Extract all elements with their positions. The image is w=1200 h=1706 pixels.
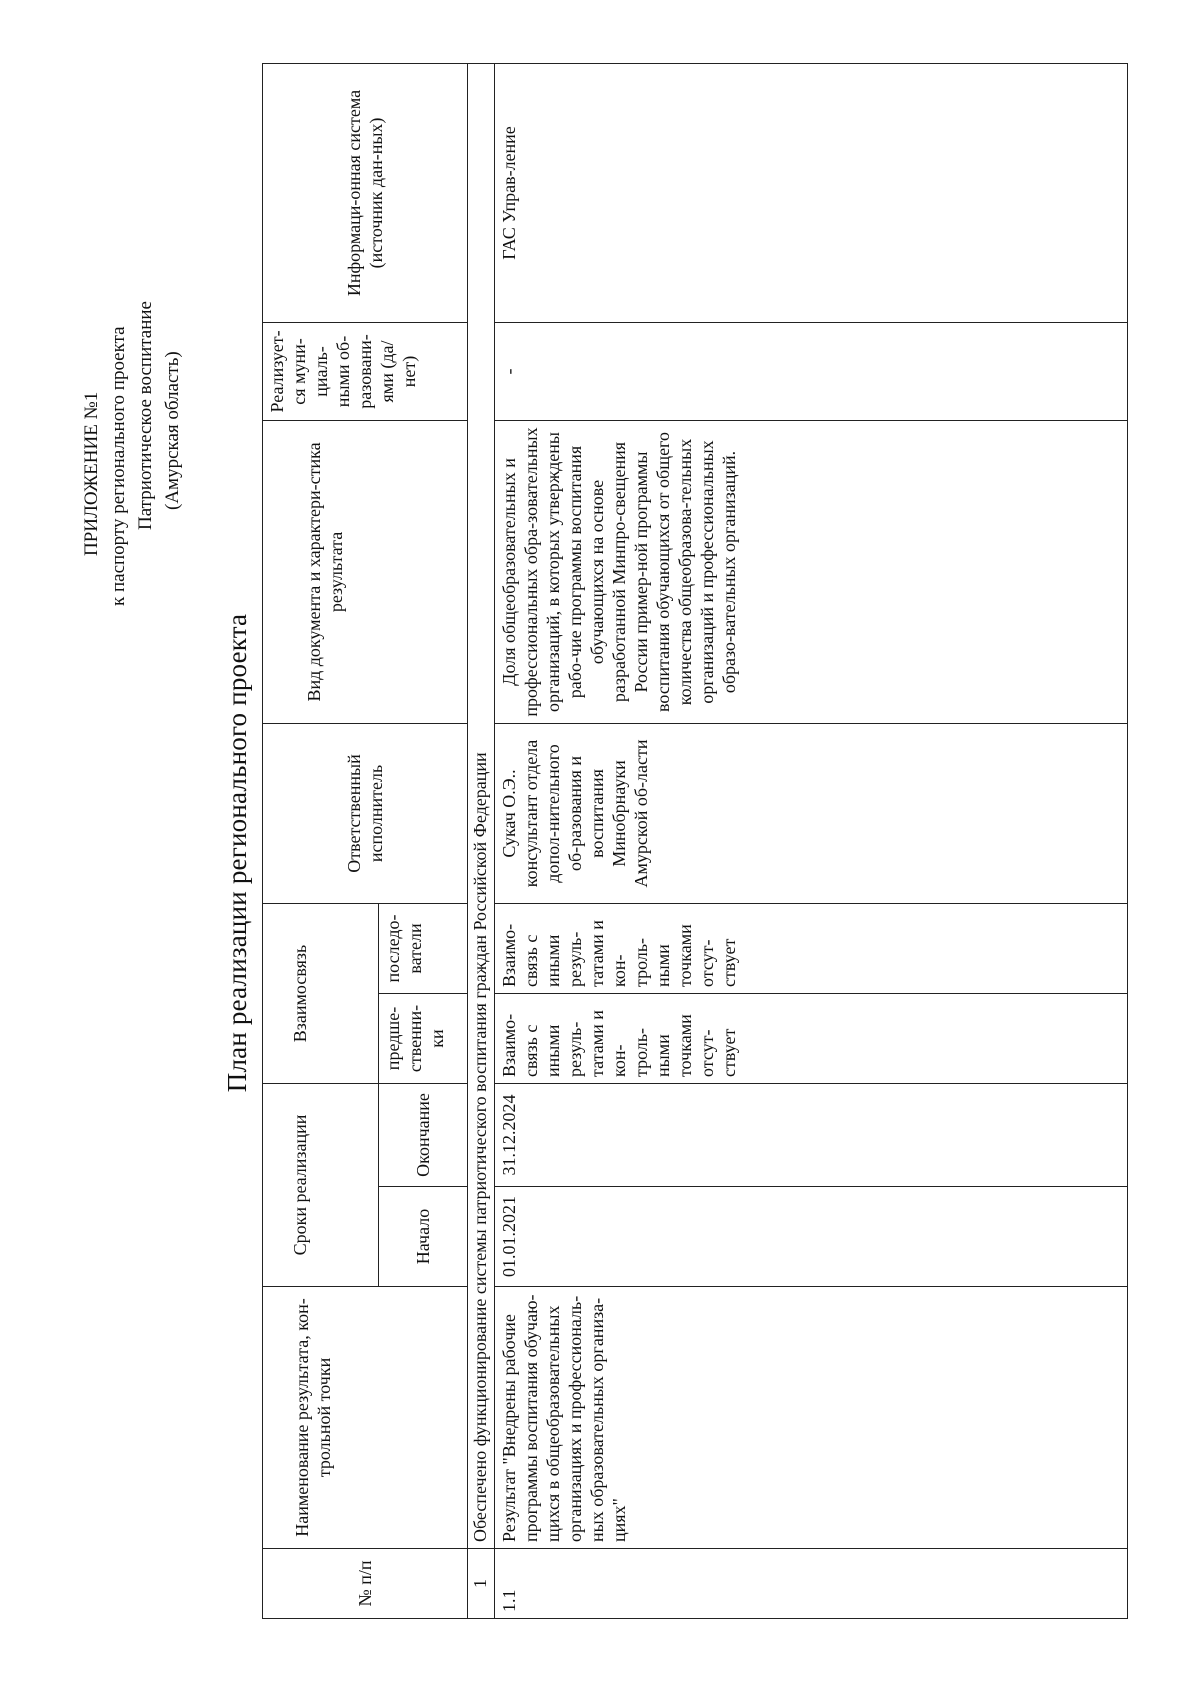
appendix-block [78,186,186,606]
row-info-system: ГАС Управ-ление [495,63,1128,322]
header-predecessors: предше-ственни-ки [379,993,468,1083]
appendix-reference: к паспорту регионального проекта [108,326,129,606]
section-title: Обеспечено функционирование системы патриотического воспитания граждан Российской Федерации [468,63,495,1548]
row-num: 1.1 [495,1549,1128,1619]
row-name: Результат "Внедрены рабочие программы воспитания обучаю-щихся в общеобразовательных организациях и профессиональ-ных образовательных организа-циях" [495,1287,1128,1549]
header-name: Наименование результата, кон-трольной точки [263,1287,468,1549]
section-row [468,63,495,1618]
region-name: (Амурская область) [162,351,183,510]
header-responsible: Ответственный исполнитель [263,723,468,903]
header-successors: последо-ватели [379,903,468,993]
implementation-plan-table [262,63,1128,1619]
project-name: Патриотическое воспитание [135,301,156,530]
row-successors: Взаимо-связь с иными резуль-татами и кон-троль-ными точками отсут-ствует [495,903,1128,993]
header-relation: Взаимосвязь [263,903,379,1083]
table-header-row [263,63,379,1618]
header-municipal: Реализует-ся муни-циаль-ными об-разовани-ями (да/нет) [263,322,468,420]
header-start: Начало [379,1187,468,1287]
header-num: № п/п [263,1549,468,1619]
header-doc-type: Вид документа и характери-стика результата [263,420,468,723]
row-start: 01.01.2021 [495,1187,1128,1287]
row-end: 31.12.2024 [495,1083,1128,1186]
row-predecessors: Взаимо-связь с иными резуль-татами и кон-троль-ными точками отсут-ствует [495,993,1128,1083]
row-doc-type: Доля общеобразовательных и профессиональных обра-зовательных организаций, в которых утверждены рабо-чие программы воспитания обучающихся на основе разработанной Минпро-свещения России пример-ной программы воспитания обучающихся от общего количества общеобразова-тельных организаций и профессиональных образо-вательных организаций. [495,420,1128,723]
row-municipal: - [495,322,1128,420]
header-info-system: Информаци-онная система (источник дан-ных) [263,63,468,322]
appendix-heading: ПРИЛОЖЕНИЕ №1 [81,391,102,556]
page-title: План реализации регионального проекта [222,613,252,1093]
header-terms: Сроки реализации [263,1083,379,1286]
section-num: 1 [468,1549,495,1619]
header-end: Окончание [379,1083,468,1186]
table-row [495,63,1128,1618]
row-responsible: Сукач О.Э.. консультант отдела допол-нительного об-разования и воспитания Минобрнауки Амурской об-ласти [495,723,1128,903]
